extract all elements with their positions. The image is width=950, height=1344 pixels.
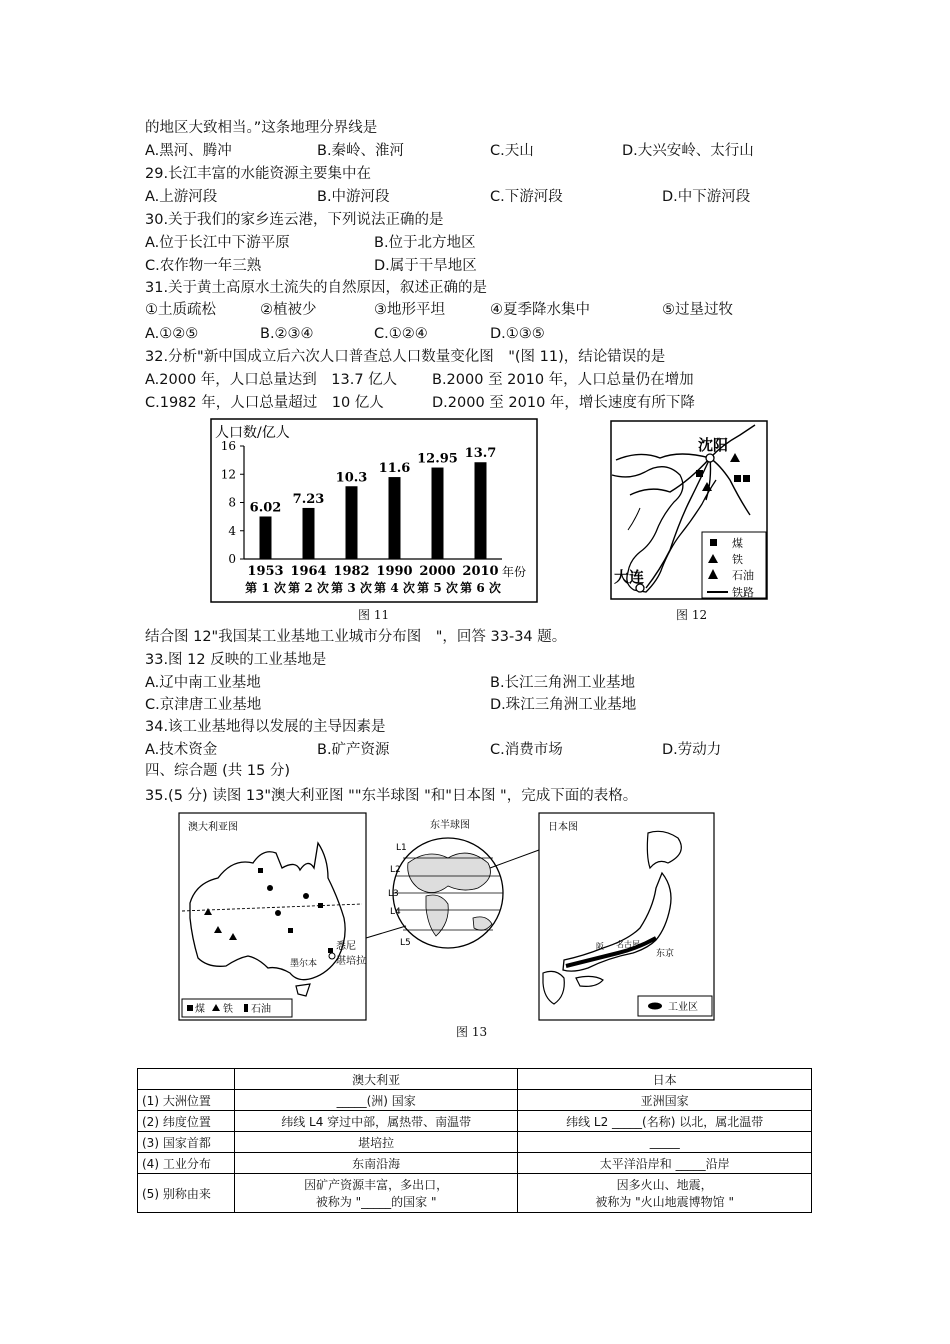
- option-c: C.天山: [490, 143, 534, 159]
- question-33: 33.图 12 反映的工业基地是: [145, 652, 327, 668]
- question-34: 34.该工业基地得以发展的主导因素是: [145, 719, 386, 735]
- bar: [389, 477, 401, 559]
- option-c: C.1982 年，人口总量超过 10 亿人: [145, 395, 384, 411]
- option-d: D.2000 至 2010 年，增长速度有所下降: [432, 395, 695, 411]
- question-35: 35.(5 分) 读图 13"澳大利亚图 ""东半球图 "和"日本图 "，完成下面的表格。: [145, 788, 638, 804]
- figure-13-caption: 图 13: [456, 1025, 488, 1039]
- coal-symbol: [710, 539, 717, 546]
- connector-line: [490, 850, 539, 868]
- x-tick-label: 1953: [247, 564, 284, 579]
- x-tick-label: 2000: [419, 564, 456, 579]
- option-a: A.技术资金: [145, 742, 218, 758]
- bar: [346, 486, 358, 559]
- coal-symbol: [734, 475, 741, 482]
- statement-5: ⑤过垦过牧: [662, 302, 733, 318]
- row-label: (3) 国家首都: [138, 1132, 235, 1153]
- connector-line: [366, 926, 406, 938]
- oil-symbol: [267, 885, 273, 891]
- bar: [260, 516, 272, 559]
- option-b: B.位于北方地区: [374, 235, 476, 251]
- coal-symbol: [696, 470, 703, 477]
- question-33-intro: 结合图 12"我国某工业基地工业城市分布图 "，回答 33-34 题。: [145, 629, 567, 645]
- latitude-label: L5: [400, 938, 411, 948]
- city-label-melbourne: 墨尔本: [290, 959, 318, 969]
- option-a: A.①②⑤: [145, 326, 199, 342]
- bar: [432, 468, 444, 559]
- figure-11-caption: 图 11: [358, 608, 390, 622]
- option-d: D.属于干旱地区: [374, 258, 477, 274]
- city-label-tokyo: 东京: [656, 949, 675, 959]
- table-header-australia: 澳大利亚: [235, 1069, 518, 1090]
- table-header-corner: [138, 1069, 235, 1090]
- option-b: B.秦岭、淮河: [317, 143, 405, 159]
- question-text: 的地区大致相当。”这条地理分界线是: [145, 120, 378, 136]
- table-row: [138, 1174, 812, 1213]
- answer-cell: 因多火山、地震， 被称为 "火山地震博物馆 ": [518, 1174, 812, 1213]
- option-d: D.珠江三角洲工业基地: [490, 697, 637, 713]
- coal-symbol: [318, 903, 323, 908]
- bar-value-label: 7.23: [292, 491, 325, 507]
- option-c: C.京津唐工业基地: [145, 697, 262, 713]
- industrial-zone-symbol: [648, 1003, 662, 1010]
- answer-cell: 因矿产资源丰富，多出口， 被称为 "_____的国家 ": [235, 1174, 518, 1213]
- y-tick-label: 12: [220, 467, 236, 482]
- legend-industrial-zone: 工业区: [668, 1002, 698, 1013]
- y-tick-label: 4: [228, 523, 236, 538]
- option-c: C.消费市场: [490, 742, 563, 758]
- option-d: D.中下游河段: [662, 189, 751, 205]
- question-29: 29.长江丰富的水能资源主要集中在: [145, 166, 372, 182]
- census-label: 第 3 次: [331, 581, 372, 595]
- oil-symbol: [244, 1004, 248, 1012]
- bar-value-label: 10.3: [335, 470, 368, 486]
- option-d: D.劳动力: [662, 742, 722, 758]
- answer-cell: 纬线 L4 穿过中部，属热带、南温带: [235, 1111, 518, 1132]
- census-label: 第 5 次: [417, 581, 458, 595]
- statement-4: ④夏季降水集中: [490, 302, 590, 318]
- japan-map-title: 日本图: [548, 822, 578, 833]
- city-marker: [706, 454, 714, 462]
- table-row: [138, 1153, 812, 1174]
- census-label: 第 1 次: [245, 581, 286, 595]
- y-tick-label: 8: [228, 495, 236, 510]
- legend-iron: 铁: [223, 1004, 233, 1015]
- legend-coal: 煤: [732, 537, 743, 550]
- coal-symbol: [258, 868, 263, 873]
- option-c: C.下游河段: [490, 189, 563, 205]
- city-label-canberra: 堪培拉: [336, 956, 366, 967]
- x-tick-label: 1990: [376, 564, 413, 579]
- table-row: [138, 1090, 812, 1111]
- answer-cell: 亚洲国家: [518, 1090, 812, 1111]
- row-label: (4) 工业分布: [138, 1153, 235, 1174]
- x-tick-label: 1964: [290, 564, 327, 579]
- y-axis-label: 人口数/亿人: [215, 425, 290, 441]
- y-tick-label: 0: [228, 552, 236, 566]
- liaoning-industrial-map: [610, 420, 768, 600]
- oil-symbol: [303, 893, 309, 899]
- census-label: 第 6 次: [460, 581, 501, 595]
- japan-map-frame: [539, 813, 714, 1020]
- bar-value-label: 12.95: [417, 451, 458, 467]
- question-32: 32.分析"新中国成立后六次人口普查总人口数量变化图 "(图 11)，结论错误的是: [145, 349, 666, 365]
- coal-symbol: [187, 1005, 193, 1011]
- option-a: A.辽中南工业基地: [145, 675, 261, 691]
- question-31: 31.关于黄土高原水土流失的自然原因，叙述正确的是: [145, 280, 488, 296]
- bar-value-label: 13.7: [464, 446, 497, 462]
- option-b: B.中游河段: [317, 189, 390, 205]
- legend-coal: 煤: [195, 1004, 205, 1015]
- australia-map-title: 澳大利亚图: [188, 822, 238, 833]
- coal-symbol: [743, 475, 750, 482]
- census-label: 第 2 次: [288, 581, 329, 595]
- figure-13-maps: [178, 808, 816, 1026]
- row-label: (2) 纬度位置: [138, 1111, 235, 1132]
- latitude-label: L2: [390, 865, 401, 875]
- coal-symbol: [328, 948, 333, 953]
- option-d: D.①③⑤: [490, 326, 545, 342]
- bar-value-label: 11.6: [378, 461, 411, 477]
- table-row: [138, 1132, 812, 1153]
- y-tick-label: 16: [220, 439, 236, 453]
- option-b: B.②③④: [260, 326, 314, 342]
- eurasia-shape: [408, 853, 491, 893]
- population-census-chart: [210, 418, 538, 603]
- section-title: 四、综合题 (共 15 分): [145, 763, 291, 779]
- statement-2: ②植被少: [260, 302, 317, 318]
- legend-oil: 石油: [732, 569, 754, 582]
- answer-table: [137, 1068, 812, 1213]
- city-label-sydney: 悉尼: [336, 941, 356, 952]
- latitude-label: L4: [390, 907, 401, 917]
- city-label-shenyang: 沈阳: [698, 436, 729, 454]
- statement-1: ①土质疏松: [145, 302, 216, 318]
- answer-cell: 东南沿海: [235, 1153, 518, 1174]
- oil-symbol: [275, 910, 281, 916]
- legend-iron: 铁: [732, 553, 743, 566]
- latitude-label: L3: [388, 889, 399, 899]
- table-header-japan: 日本: [518, 1069, 812, 1090]
- latitude-label: L1: [396, 843, 407, 853]
- legend-railway: 铁路: [732, 586, 754, 599]
- option-d: D.大兴安岭、太行山: [622, 143, 754, 159]
- option-a: A.位于长江中下游平原: [145, 235, 290, 251]
- option-c: C.农作物一年三熟: [145, 258, 262, 274]
- answer-cell: 太平洋沿岸和 _____沿岸: [518, 1153, 812, 1174]
- city-label-nagoya: 名古屋: [616, 940, 640, 949]
- legend-oil: 石油: [251, 1004, 271, 1015]
- city-label-dalian: 大连: [614, 568, 645, 586]
- x-axis-unit: 年份: [502, 565, 527, 579]
- option-b: B.2000 至 2010 年，人口总量仍在增加: [432, 372, 694, 388]
- x-tick-label: 2010: [462, 564, 499, 579]
- bar: [303, 508, 315, 559]
- census-label: 第 4 次: [374, 581, 415, 595]
- option-a: A.上游河段: [145, 189, 218, 205]
- answer-cell: 堪培拉: [235, 1132, 518, 1153]
- x-tick-label: 1982: [333, 564, 370, 579]
- figure-12-caption: 图 12: [676, 608, 708, 622]
- eastern-hemisphere-title: 东半球图: [430, 820, 470, 831]
- city-label-osaka: 阪: [596, 942, 604, 951]
- answer-cell: 纬线 L2 _____(名称) 以北，属北温带: [518, 1111, 812, 1132]
- coal-symbol: [288, 928, 293, 933]
- row-label: (5) 别称由来: [138, 1174, 235, 1213]
- option-b: B.长江三角洲工业基地: [490, 675, 636, 691]
- statement-3: ③地形平坦: [374, 302, 445, 318]
- option-a: A.黑河、腾冲: [145, 143, 232, 159]
- answer-cell: _____: [518, 1132, 812, 1153]
- answer-cell: _____(洲) 国家: [235, 1090, 518, 1111]
- table-row: [138, 1111, 812, 1132]
- option-c: C.①②④: [374, 326, 428, 342]
- city-marker: [329, 953, 335, 959]
- row-label: (1) 大洲位置: [138, 1090, 235, 1111]
- option-b: B.矿产资源: [317, 742, 390, 758]
- bar-value-label: 6.02: [249, 500, 282, 516]
- bar: [475, 462, 487, 559]
- question-30: 30.关于我们的家乡连云港，下列说法正确的是: [145, 212, 444, 228]
- option-a: A.2000 年，人口总量达到 13.7 亿人: [145, 372, 398, 388]
